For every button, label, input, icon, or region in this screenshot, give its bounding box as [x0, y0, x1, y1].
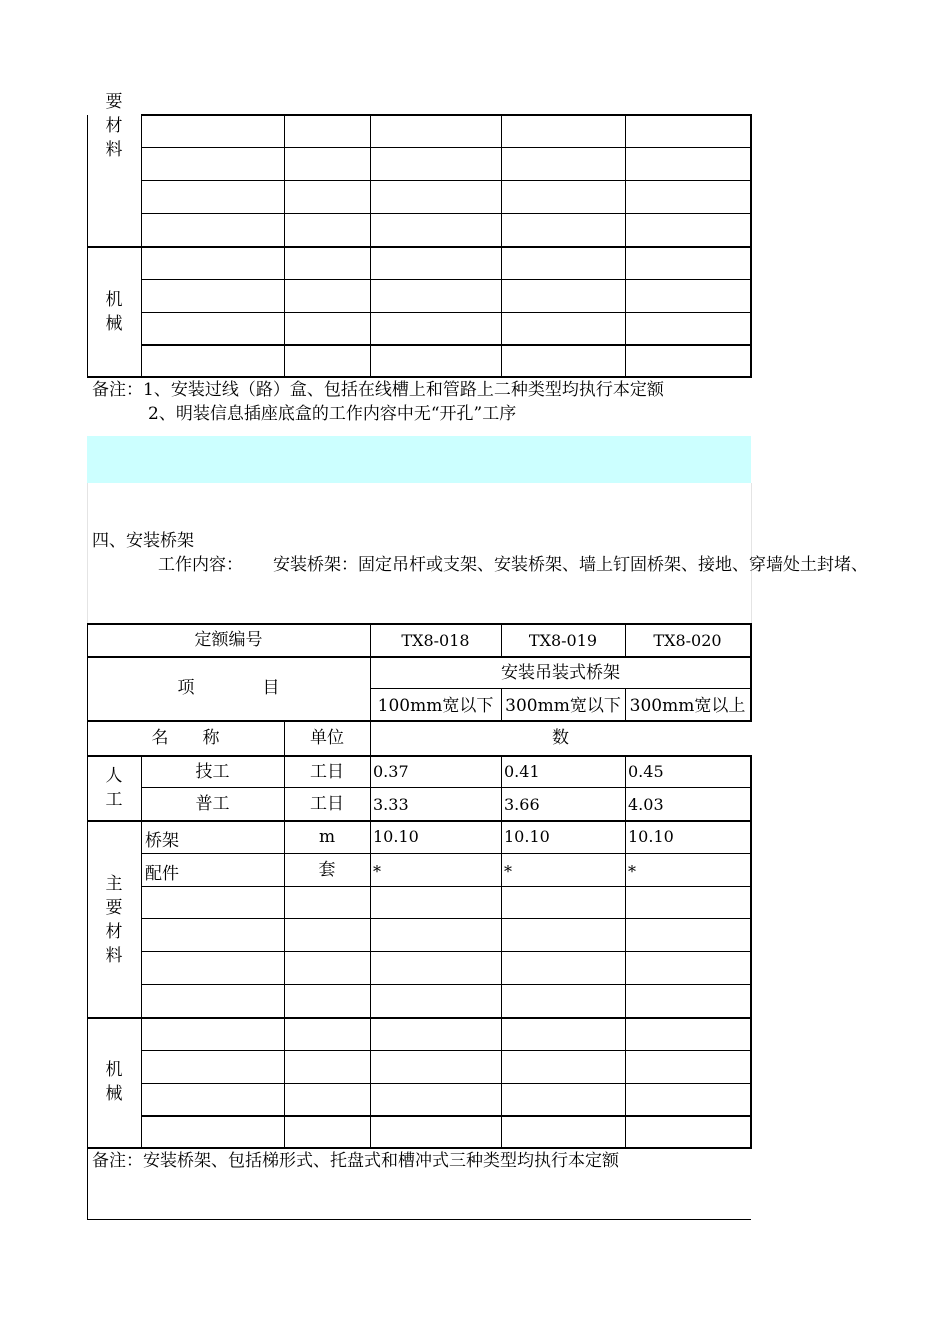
bottom-note: 备注：安装桥架、包括梯形式、托盘式和槽冲式三种类型均执行本定额	[92, 1151, 619, 1171]
labor-label: 人 工	[105, 766, 123, 810]
top-materials-label: 要 材 料	[105, 92, 123, 160]
width-2: 300mm宽以下	[505, 696, 621, 716]
code-1: TX8-018	[401, 631, 470, 650]
top-machinery-label: 机 械	[105, 290, 123, 334]
machinery-label: 机 械	[105, 1060, 123, 1104]
top-note-line1: 备注：1、安装过线（路）盒、包括在线槽上和管路上二种类型均执行本定额	[92, 380, 664, 400]
quantity-label: 数	[552, 728, 569, 748]
code-2: TX8-019	[528, 631, 598, 650]
width-3: 300mm宽以上	[629, 696, 746, 716]
code-3: TX8-020	[653, 631, 722, 650]
item-label: 项 目	[177, 678, 280, 698]
work-content: 安装桥架：固定吊杆或支架、安装桥架、墙上钉固桥架、接地、穿墙处土封堵、	[273, 555, 868, 575]
materials-label: 主 要 材 料	[105, 874, 123, 966]
top-note-line2: 2、明装信息插座底盒的工作内容中无“开孔”工序	[148, 404, 517, 424]
highlight-band	[87, 436, 751, 483]
unit-label: 单位	[310, 728, 344, 748]
group-title: 安装吊装式桥架	[501, 663, 620, 683]
quota-no-label: 定额编号	[194, 630, 263, 650]
section-heading: 四、安装桥架	[92, 531, 194, 551]
work-content-label: 工作内容：	[158, 555, 243, 575]
name-label: 名 称	[151, 728, 220, 748]
width-1: 100mm宽以下	[377, 696, 494, 716]
